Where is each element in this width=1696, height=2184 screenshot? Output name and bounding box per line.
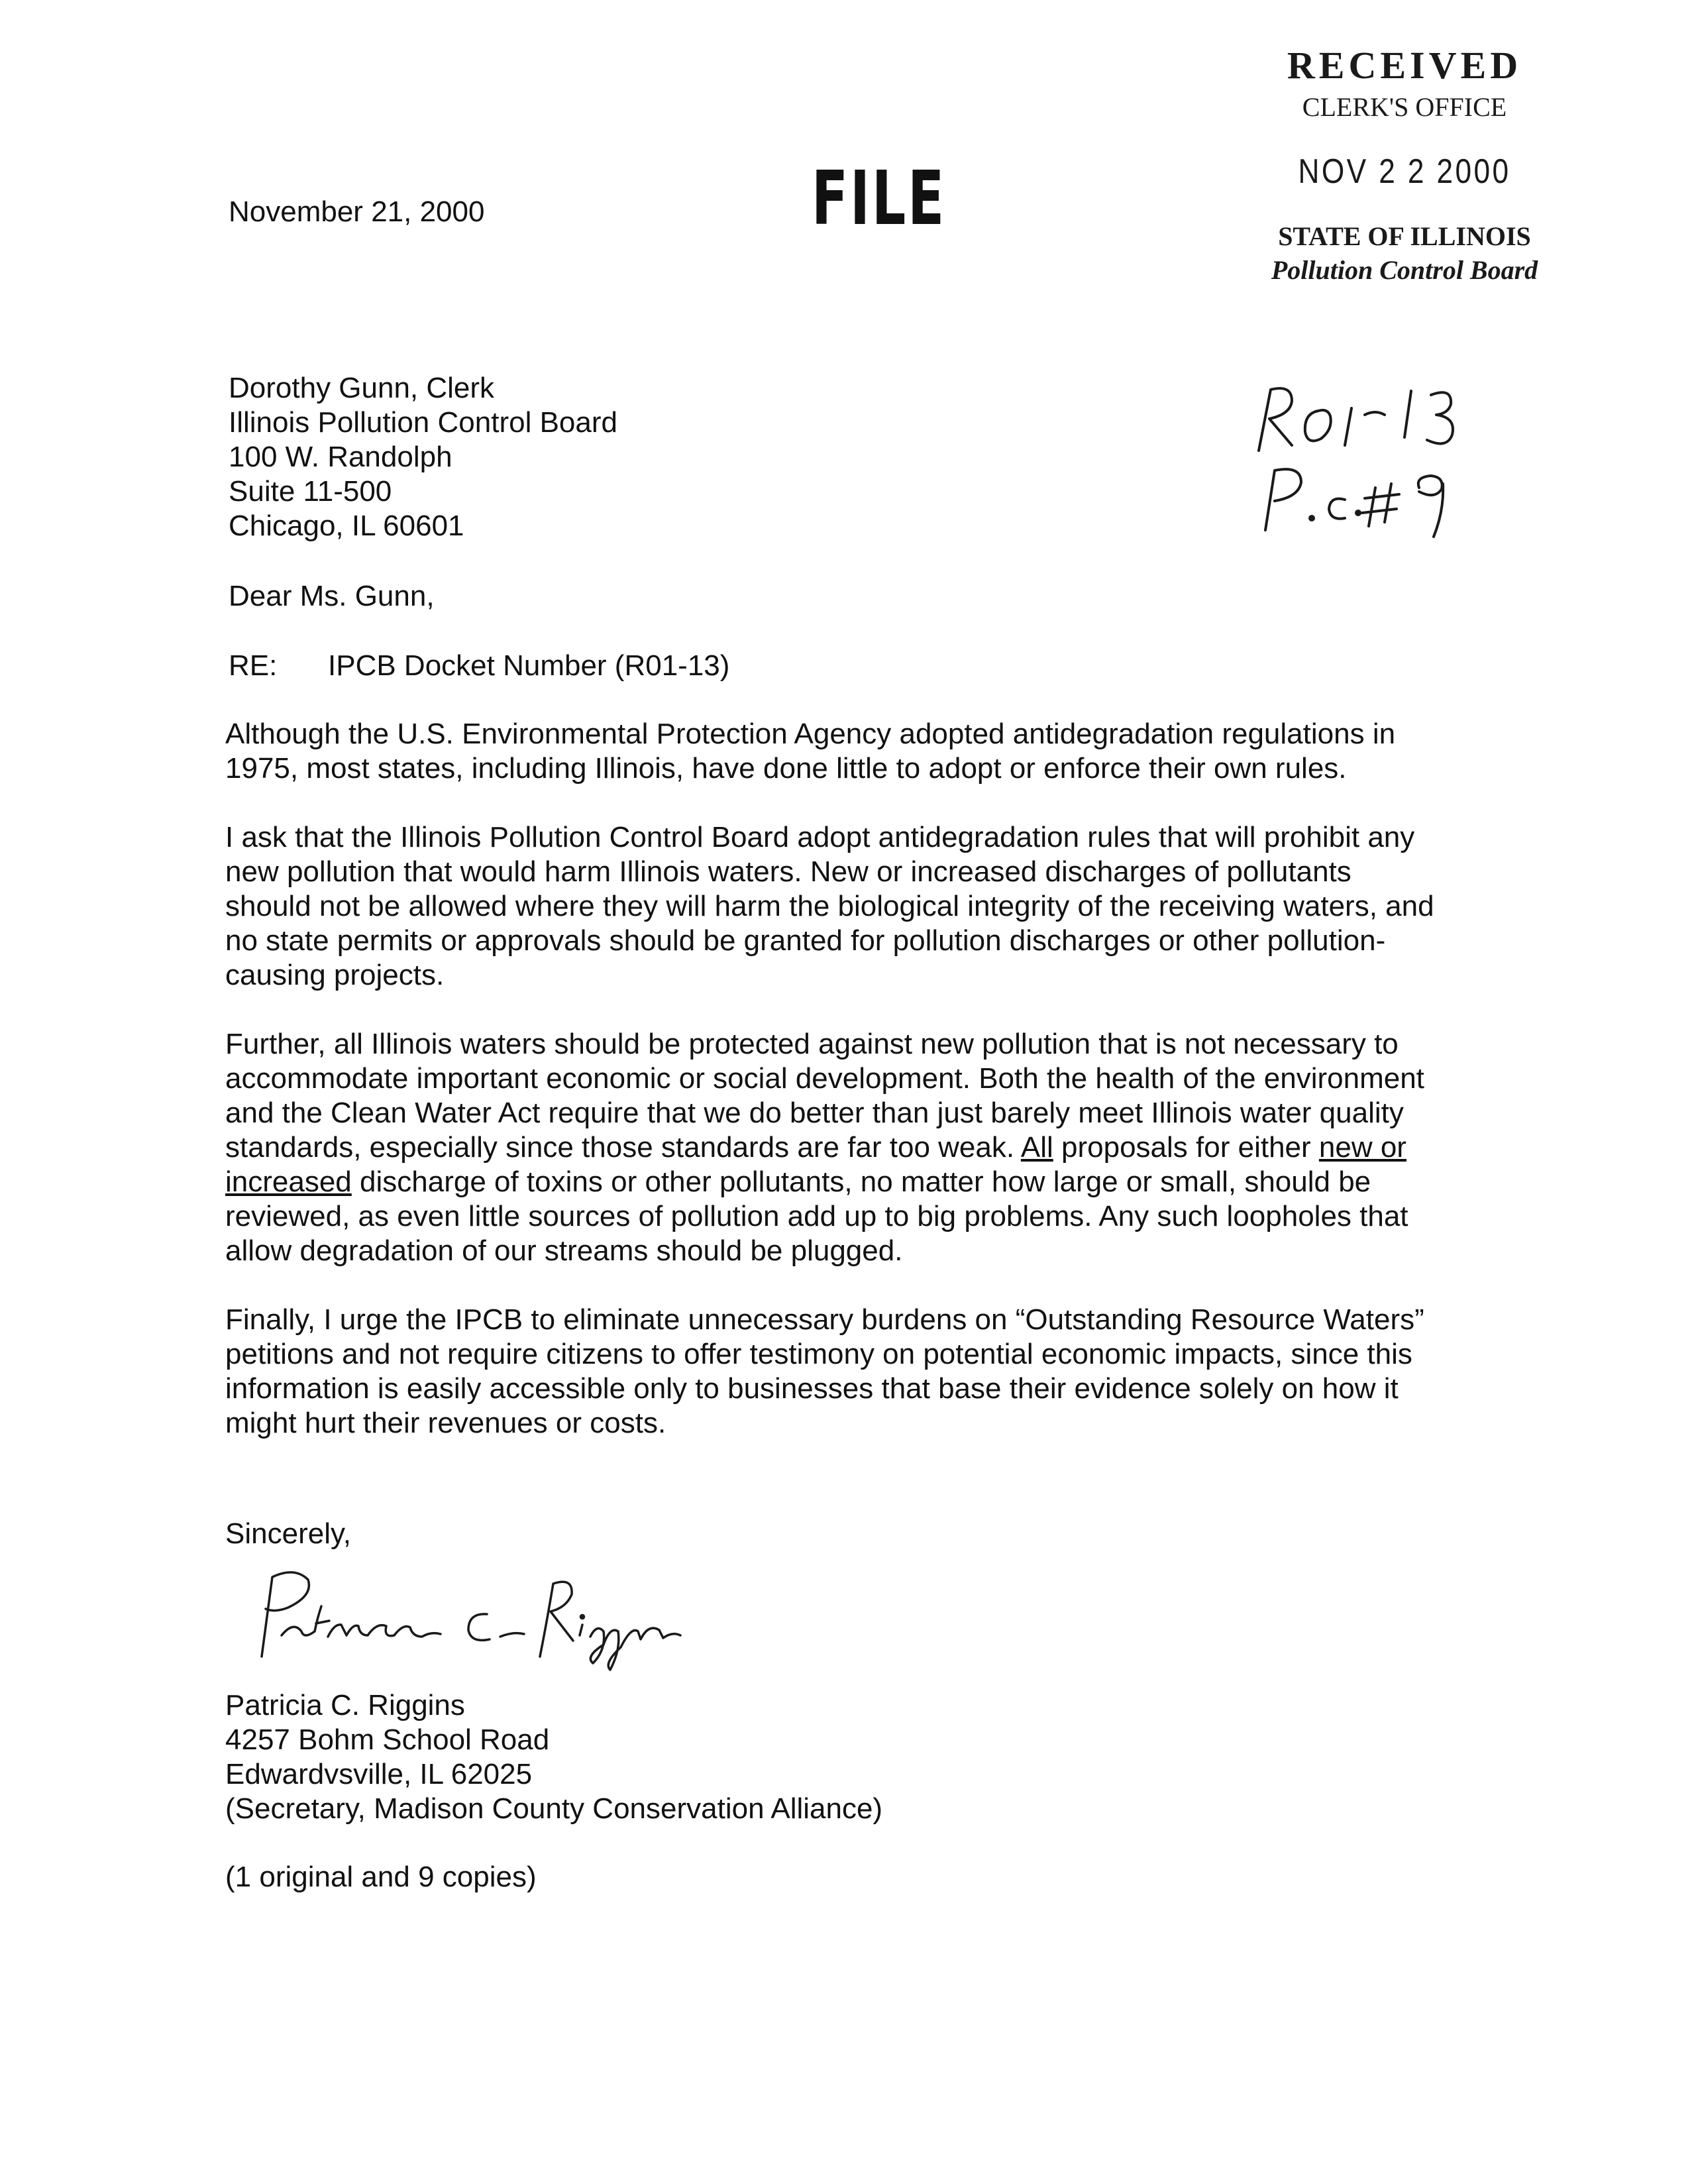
re-text: IPCB Docket Number (R01-13) [328, 649, 730, 682]
closing: Sincerely, [225, 1517, 351, 1550]
paragraph-3-part-b: proposals for either [1053, 1131, 1319, 1164]
sender-title: (Secretary, Madison County Conservation Alliance) [225, 1792, 883, 1825]
underlined-all: All [1020, 1131, 1053, 1164]
stamp-board: Pollution Control Board [1271, 255, 1538, 285]
paragraph-3-part-a: Further, all Illinois waters should be protected against new pollution that is not necessary to accommodate important economic or social development. Both the health of the environment and the Clean Water Act require that we do better than just barely meet Illinois water quality standards, especially since those standards are far too weak. [225, 1028, 1424, 1164]
copies-note: (1 original and 9 copies) [225, 1861, 537, 1893]
stamp-clerk-office: CLERK'S OFFICE [1302, 92, 1507, 122]
re-label: RE: [229, 649, 278, 682]
recipient-suite: Suite 11-500 [229, 475, 392, 508]
handwritten-docket-note [1246, 371, 1510, 543]
file-stamp: FILE [812, 156, 947, 242]
letter-body [225, 717, 1438, 1475]
recipient-address [229, 371, 617, 543]
handwritten-signature [235, 1557, 712, 1690]
paragraph-1: Although the U.S. Environmental Protection Agency adopted antidegradation regulations in 1975, most states, including Illinois, have done little to adopt or enforce their own rules. [225, 718, 1396, 785]
recipient-city: Chicago, IL 60601 [229, 510, 464, 542]
recipient-name: Dorothy Gunn, Clerk [229, 372, 495, 404]
re-line [229, 649, 729, 682]
stamp-received-label: RECEIVED [1287, 44, 1522, 87]
paragraph-3-part-c: discharge of toxins or other pollutants, no matter how large or small, should be reviewed, as even little sources of pollution add up to big problems. Any such loopholes that allow degradation of our streams should be plugged. [225, 1166, 1408, 1267]
salutation: Dear Ms. Gunn, [229, 580, 435, 612]
recipient-street: 100 W. Randolph [229, 441, 452, 473]
paragraph-2: I ask that the Illinois Pollution Control Board adopt antidegradation rules that will prohibit any new pollution that would harm Illinois waters. New or increased discharges of pollutants should not be allowed where they will harm the biological integrity of the receiving waters, and no state permits or approvals should be granted for pollution discharges or other pollution-causing projects. [225, 821, 1434, 991]
sender-street: 4257 Bohm School Road [225, 1723, 550, 1756]
sender-name: Patricia C. Riggins [225, 1689, 465, 1721]
received-stamp [1232, 46, 1577, 286]
sender-city: Edwardvsville, IL 62025 [225, 1758, 533, 1790]
stamp-state: STATE OF ILLINOIS [1278, 221, 1531, 251]
underlined-new-or-increased: new or increased [225, 1131, 1406, 1198]
sender-block [225, 1688, 882, 1826]
paragraph-3 [225, 1027, 1438, 1268]
stamp-date: NOV 2 2 2000 [1298, 152, 1511, 191]
paragraph-4: Finally, I urge the IPCB to eliminate unnecessary burdens on “Outstanding Resource Waters” petitions and not require citizens to offer testimony on potential economic impacts, since this information is easily accessible only to businesses that base their evidence solely on how it might hurt their revenues or costs. [225, 1303, 1424, 1439]
recipient-org: Illinois Pollution Control Board [229, 406, 617, 439]
letter-date: November 21, 2000 [229, 195, 485, 228]
